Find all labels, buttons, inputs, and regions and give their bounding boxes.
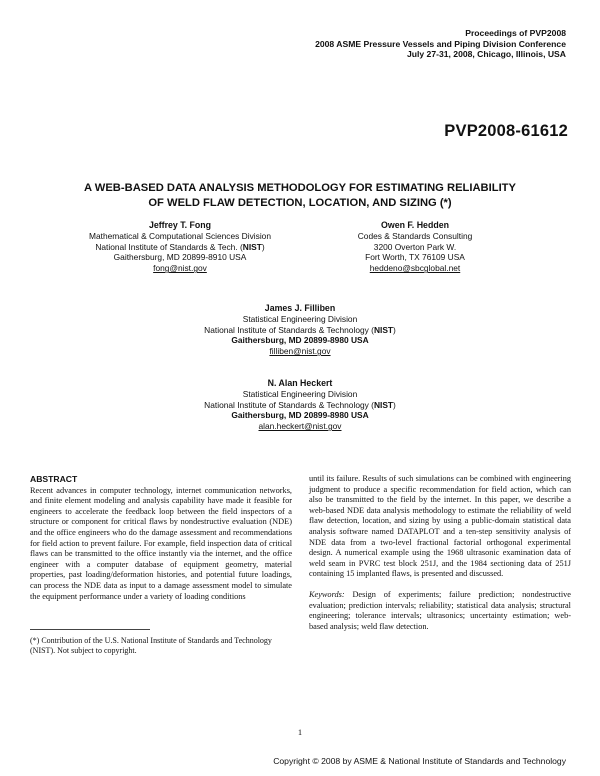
abstract-left-column <box>30 474 292 602</box>
keywords-text: Design of experiments; failure prediction; nondestructive evaluation; prediction intervals; reliability; statistical data analysis; structural engineering; tolerance intervals; ultrasonics; uncertainty estimation; web-based analysis; weld flaw detection. <box>309 589 571 631</box>
author-affiliation: National Institute of Standards & Tech. (NIST) <box>95 241 265 252</box>
page-number: 1 <box>297 727 303 737</box>
author-name: Owen F. Hedden <box>381 220 449 230</box>
copyright-notice: Copyright © 2008 by ASME & National Institute of Standards and Technology <box>273 756 566 766</box>
title-line: OF WELD FLAW DETECTION, LOCATION, AND SIZING (*) <box>148 197 452 209</box>
author-affiliation: Codes & Standards Consulting <box>357 230 473 241</box>
author-name: N. Alan Heckert <box>267 378 333 388</box>
date-location-line: July 27-31, 2008, Chicago, Illinois, USA <box>406 49 566 59</box>
conference-line: 2008 ASME Pressure Vessels and Piping Division Conference <box>315 38 566 49</box>
author-affiliation: National Institute of Standards & Technology (NIST) <box>204 324 396 335</box>
author-name: Jeffrey T. Fong <box>148 220 212 230</box>
author-email-link[interactable]: heddeno@sbcglobal.net <box>369 263 461 274</box>
author-address: Fort Worth, TX 76109 USA <box>365 252 465 263</box>
abstract-right-column <box>309 474 571 632</box>
proceedings-header <box>315 28 566 60</box>
author-block-filliben <box>150 303 450 357</box>
author-email-link[interactable]: alan.heckert@nist.gov <box>258 421 342 432</box>
paper-title <box>40 181 560 211</box>
author-block-fong <box>60 220 300 274</box>
abstract-paragraph: Recent advances in computer technology, internet communication networks, and finite element modeling and analysis capability have made it feasible for engineers to accelerate the feedback loop between the field inspectors of a structure or component for critical flaws by nondestructive evaluation (NDE) and the office engineers who do the damage assessment and recommendations for field action to prevent failure. For example, field inspection data of critical flaws can be transmitted to the office instantly via the internet, and the office engineer with a computer database of equipment geometry, material properties, past loading/deformation histories, and potential future loadings, can process the NDE data as input to a damage assessment model to simulate the equipment performance under a variety of loading conditions <box>30 485 292 601</box>
author-affiliation: National Institute of Standards & Technology (NIST) <box>204 399 396 410</box>
author-email-link[interactable]: fong@nist.gov <box>153 263 207 274</box>
author-block-heckert <box>150 378 450 432</box>
author-affiliation: Statistical Engineering Division <box>242 388 358 399</box>
footnote: (*) Contribution of the U.S. National Institute of Standards and Technology (NIST). Not subject to copyright. <box>30 636 272 656</box>
proceedings-line: Proceedings of PVP2008 <box>465 28 566 38</box>
keywords-paragraph <box>309 590 571 632</box>
author-block-hedden <box>320 220 510 274</box>
abstract-paragraph: until its failure. Results of such simulations can be combined with engineering judgment to produce a specific recommendation for field action, which can also be transmitted to the field by the internet. In this paper, we describe a web-based NDE data analysis methodology to estimate the reliability of weld flaw detection, location, and sizing by using a public-domain statistical data analysis software named DATAPLOT and a ten-step sensitivity analysis of NDE data from a two-level fractional factorial orthogonal experimental design. A numerical example using the 1968 ultrasonic examination data of weld seam in PVRC test block 251J, and the 1984 sectioning data of 251J containing 15 implanted flaws, is presented and discussed. <box>309 474 571 579</box>
author-affiliation: Mathematical & Computational Sciences Division <box>88 230 271 241</box>
author-address: Gaithersburg, MD 20899-8980 USA <box>231 410 369 421</box>
footnote-divider <box>30 629 150 630</box>
title-line: A WEB-BASED DATA ANALYSIS METHODOLOGY FOR ESTIMATING RELIABILITY <box>84 182 516 194</box>
author-name: James J. Filliben <box>264 303 336 313</box>
keywords-label: Keywords: <box>309 589 345 599</box>
author-email-link[interactable]: filliben@nist.gov <box>269 346 331 357</box>
author-address: Gaithersburg, MD 20899-8910 USA <box>113 252 247 263</box>
author-address: 3200 Overton Park W. <box>373 241 457 252</box>
paper-id: PVP2008-61612 <box>444 122 568 140</box>
author-affiliation: Statistical Engineering Division <box>242 313 358 324</box>
author-address: Gaithersburg, MD 20899-8980 USA <box>231 335 369 346</box>
abstract-heading: ABSTRACT <box>30 474 78 484</box>
